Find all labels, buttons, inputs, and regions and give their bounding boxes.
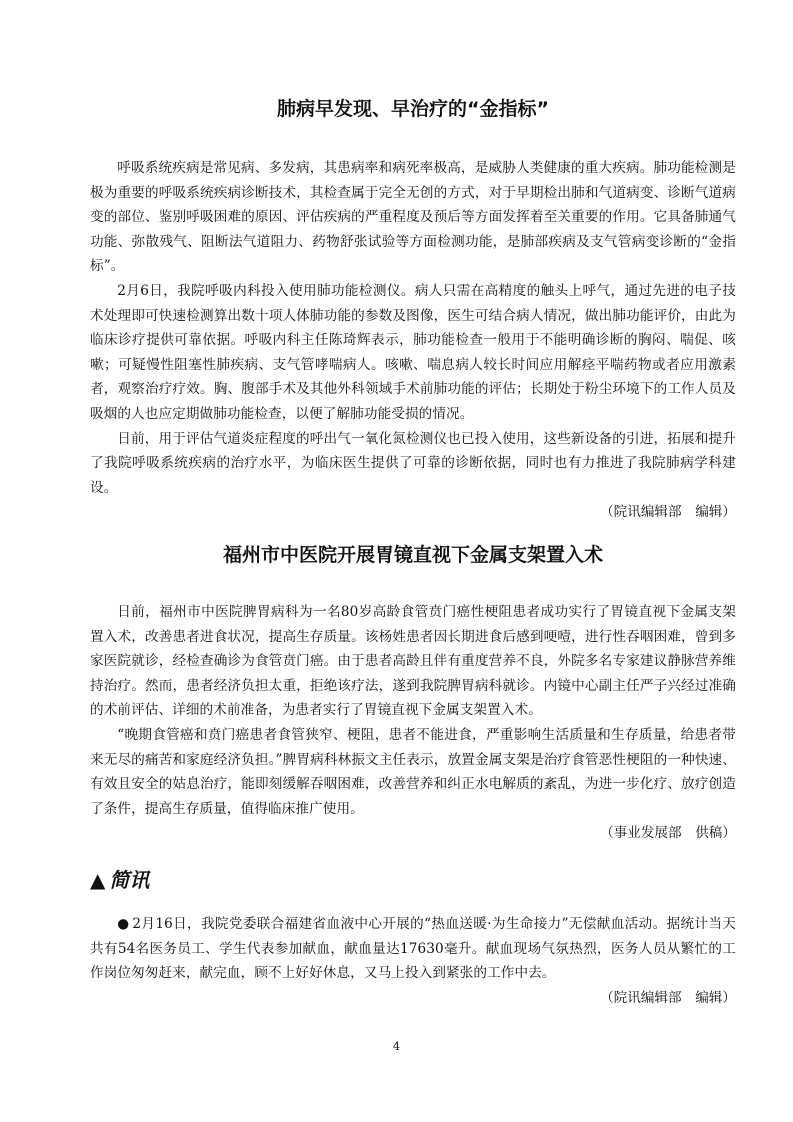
brief-text: 2月16日，我院党委联合福建省血液中心开展的“热血送暖·为生命接力”无偿献血活动。据统计当天共有54名医务员工、学生代表参加献血，献血量达17630毫升。献血现场气氛热烈，医务人员从繁忙的工作岗位匆匆赶来，献完血，顾不上好好休息，又马上投入到紧张的工作中去。 (90, 916, 736, 982)
article-esophageal-stent (90, 542, 736, 846)
article-signature: （事业发展部 供稿） (600, 825, 736, 842)
brief-news-item (90, 912, 736, 1010)
brief-signature: （院讯编辑部 编辑） (600, 989, 736, 1006)
article-paragraph: “晚期食管癌和贲门癌患者食管狭窄、梗阻，患者不能进食，严重影响生活质量和生存质量，给患者带来无尽的痛苦和家庭经济负担。”脾胃病科林振文主任表示，放置金属支架是治疗食管恶性梗阻的一种快速、有效且安全的姑息治疗，能即刻缓解吞咽困难，改善营养和纠正水电解质的紊乱，为进一步化疗、放疗创造了条件，提高生存质量，值得临床推广使用。 (90, 726, 736, 817)
article-paragraph: 2月6日，我院呼吸内科投入使用肺功能检测仪。病人只需在高精度的触头上呼气，通过先进的电子技术处理即可快速检测算出数十项人体肺功能的参数及图像，医生可结合病人情况，做出肺功能评价，由此为临床诊疗提供可靠依据。呼吸内科主任陈琦辉表示，肺功能检查一般用于不能明确诊断的胸闷、喘促、咳嗽；可疑慢性阻塞性肺疾病、支气管哮喘病人。咳嗽、喘息病人较长时间应用解痉平喘药物或者应用激素者，观察治疗疗效。胸、腹部手术及其他外科领域手术前肺功能的评估；长期处于粉尘环境下的工作人员及吸烟的人也应定期做肺功能检查，以便了解肺功能受损的情况。 (90, 282, 736, 422)
page-number: 4 (393, 1040, 400, 1053)
article-paragraph: 日前，用于评估气道炎症程度的呼出气一氧化氮检测仪也已投入使用，这些新设备的引进，拓展和提升了我院呼吸系统疾病的治疗水平，为临床医生提供了可靠的诊断依据，同时也有力推进了我院肺病学科建设。 (90, 430, 736, 496)
article-title: 肺病早发现、早治疗的“金指标” (277, 98, 549, 120)
article-lung-function (90, 96, 736, 525)
brief-heading-label: 简讯 (109, 868, 150, 892)
article-title: 福州市中医院开展胃镜直视下金属支架置入术 (222, 544, 603, 566)
brief-section-heading (90, 866, 149, 894)
triangle-marker-icon: ▲ (90, 868, 106, 892)
bullet-icon: ● (117, 916, 130, 932)
article-paragraph: 日前，福州市中医院脾胃病科为一名80岁高龄食管贲门癌性梗阻患者成功实行了胃镜直视下金属支架置入术，改善患者进食状况，提高生存质量。该杨姓患者因长期进食后感到哽噎，进行性吞咽困难，曾到多家医院就诊，经检查确诊为食管贲门癌。由于患者高龄且伴有重度营养不良，外院多名专家建议静脉营养维持治疗。然而，患者经济负担太重，拒绝该疗法，遂到我院脾胃病科就诊。内镜中心副主任严子兴经过准确的术前评估、详细的术前准备，为患者实行了胃镜直视下金属支架置入术。 (90, 604, 736, 719)
article-paragraph: 呼吸系统疾病是常见病、多发病，其患病率和病死率极高，是威胁人类健康的重大疾病。肺功能检测是极为重要的呼吸系统疾病诊断技术，其检查属于完全无创的方式，对于早期检出肺和气道病变、诊断气道病变的部位、鉴别呼吸困难的原因、评估疾病的严重程度及预后等方面发挥着至关重要的作用。它具备肺通气功能、弥散残气、阻断法气道阻力、药物舒张试验等方面检测功能，是肺部疾病及支气管病变诊断的“金指标”。 (90, 160, 736, 275)
article-signature: （院讯编辑部 编辑） (600, 504, 736, 521)
brief-paragraph (90, 912, 736, 986)
